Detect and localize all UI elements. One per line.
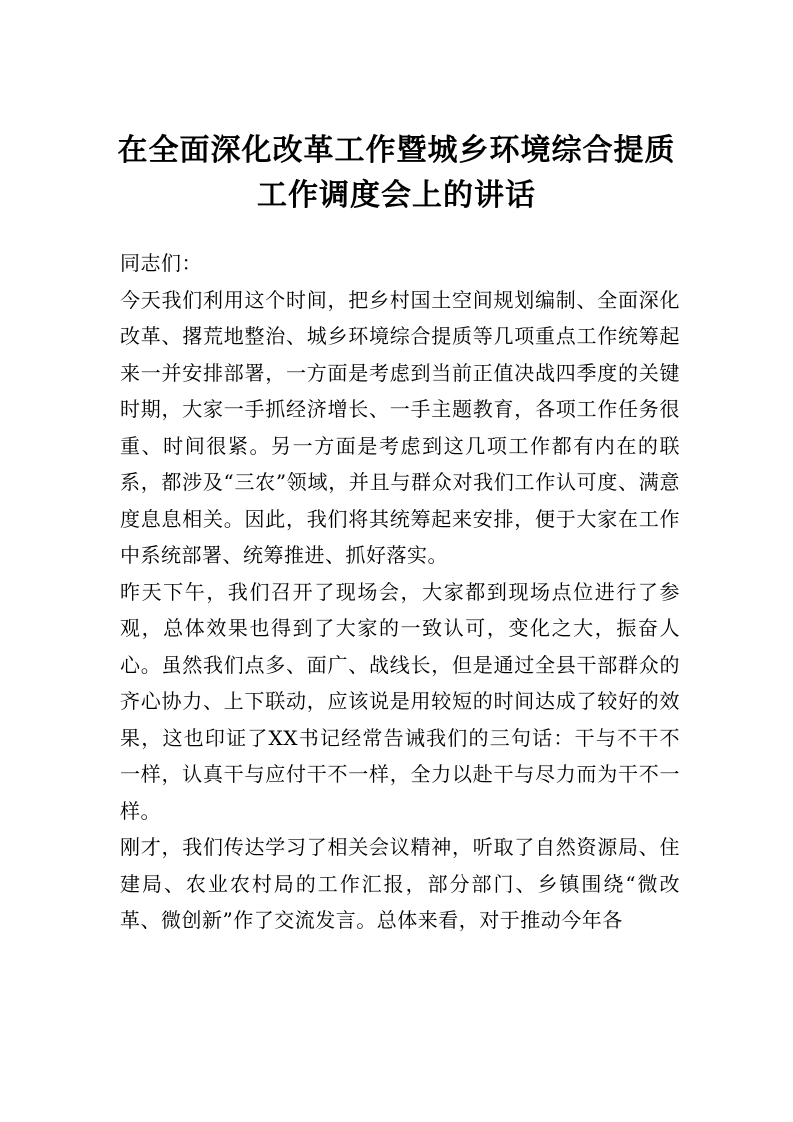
paragraph-2: 昨天下午，我们召开了现场会，大家都到现场点位进行了参观，总体效果也得到了大家的一致认可，变化之大，振奋人心。虽然我们点多、面广、战线长，但是通过全县干部群众的齐心协力、上下联动，应该说是用较短的时间达成了较好的效果，这也印证了XX书记经常告诫我们的三句话：干与不干不一样，认真干与应付干不一样，全力以赴干与尽力而为干不一样。 [120,579,680,823]
paragraph-3: 刚才，我们传达学习了相关会议精神，听取了自然资源局、住建局、农业农村局的工作汇报，部分部门、乡镇围绕“微改革、微创新”作了交流发言。总体来看，对于推动今年各 [120,835,680,932]
document-title-line-2: 工作调度会上的讲话 [257,178,536,213]
paragraph-1: 今天我们利用这个时间，把乡村国土空间规划编制、全面深化改革、撂荒地整治、城乡环境综合提质等几项重点工作统筹起来一并安排部署，一方面是考虑到当前正值决战四季度的关键时期，大家一手抓经济增长、一手主题教育，各项工作任务很重、时间很紧。另一方面是考虑到这几项工作都有内在的联系，都涉及“三农”领域，并且与群众对我们工作认可度、满意度息息相关。因此，我们将其统筹起来安排，便于大家在工作中系统部署、统筹推进、抓好落实。 [120,287,680,567]
salutation: 同志们： [120,251,202,275]
document-title-line-1: 在全面深化改革工作暨城乡环境综合提质 [117,133,676,168]
document-body [120,245,680,939]
